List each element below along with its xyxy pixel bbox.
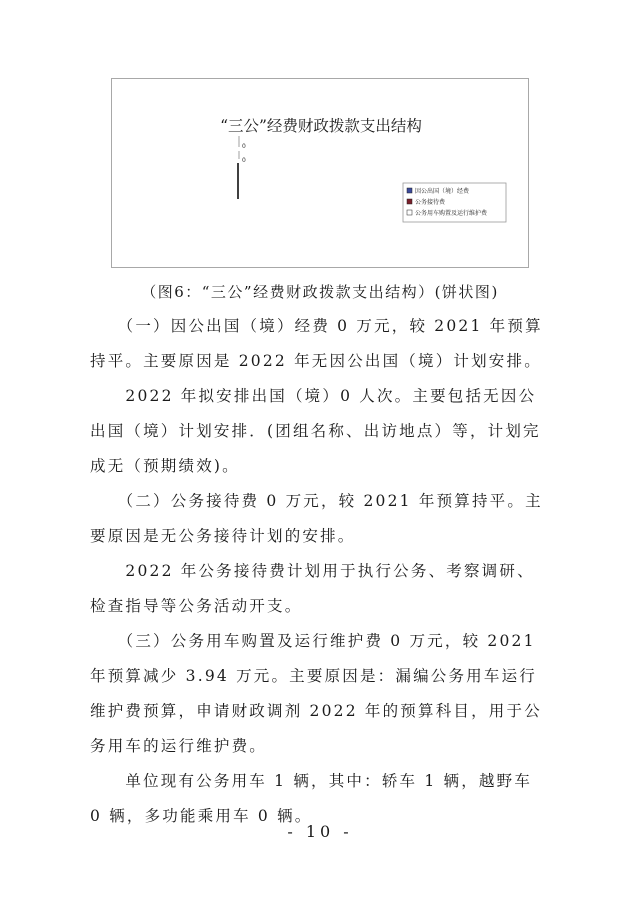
paragraph-4: 2022 年公务接待费计划用于执行公务、考察调研、检查指导等公务活动开支。 xyxy=(90,562,535,615)
pie-value-label-0: 0 xyxy=(242,143,246,150)
legend-swatch-2 xyxy=(407,210,412,215)
legend-swatch-1 xyxy=(407,199,412,204)
paragraph-5: （三）公务用车购置及运行维护费 0 万元，较 2021 年预算减少 3.94 万元。主要原因是：漏编公务用车运行维护费预算，申请财政调剂 2022 年的预算科目，用于公务用车的运行维护费。 xyxy=(90,632,542,755)
chart-title: “三公”经费财政拨款支出结构 xyxy=(220,117,422,135)
paragraph-6: 单位现有公务用车 1 辆，其中：轿车 1 辆，越野车 0 辆，多功能乘用车 0 辆。 xyxy=(90,772,533,825)
page-number: - 10 - xyxy=(287,822,353,841)
legend-swatch-0 xyxy=(407,188,412,193)
pie-chart xyxy=(111,78,529,268)
paragraph-2: 2022 年拟安排出国（境）0 人次。主要包括无因公出国（境）计划安排．(团组名称、出访地点）等，计划完成无（预期绩效)。 xyxy=(90,387,541,475)
pie-value-label-1: 0 xyxy=(242,157,246,164)
legend-entry-0: 因公出国（境）经费 xyxy=(415,188,470,195)
chart-svg xyxy=(112,79,530,269)
paragraph-3: （二）公务接待费 0 万元，较 2021 年预算持平。主要原因是无公务接待计划的安排。 xyxy=(90,492,543,545)
legend-entry-1: 公务接待费 xyxy=(415,199,446,206)
legend-entry-2: 公务用车购置及运行维护费 xyxy=(415,210,488,217)
figure-caption: （图6：“三公”经费财政拨款支出结构）(饼状图) xyxy=(141,283,499,301)
chart-legend xyxy=(403,183,506,222)
paragraph-1: （一）因公出国（境）经费 0 万元，较 2021 年预算持平。主要原因是 2022 年无因公出国（境）计划安排。 xyxy=(90,317,543,370)
